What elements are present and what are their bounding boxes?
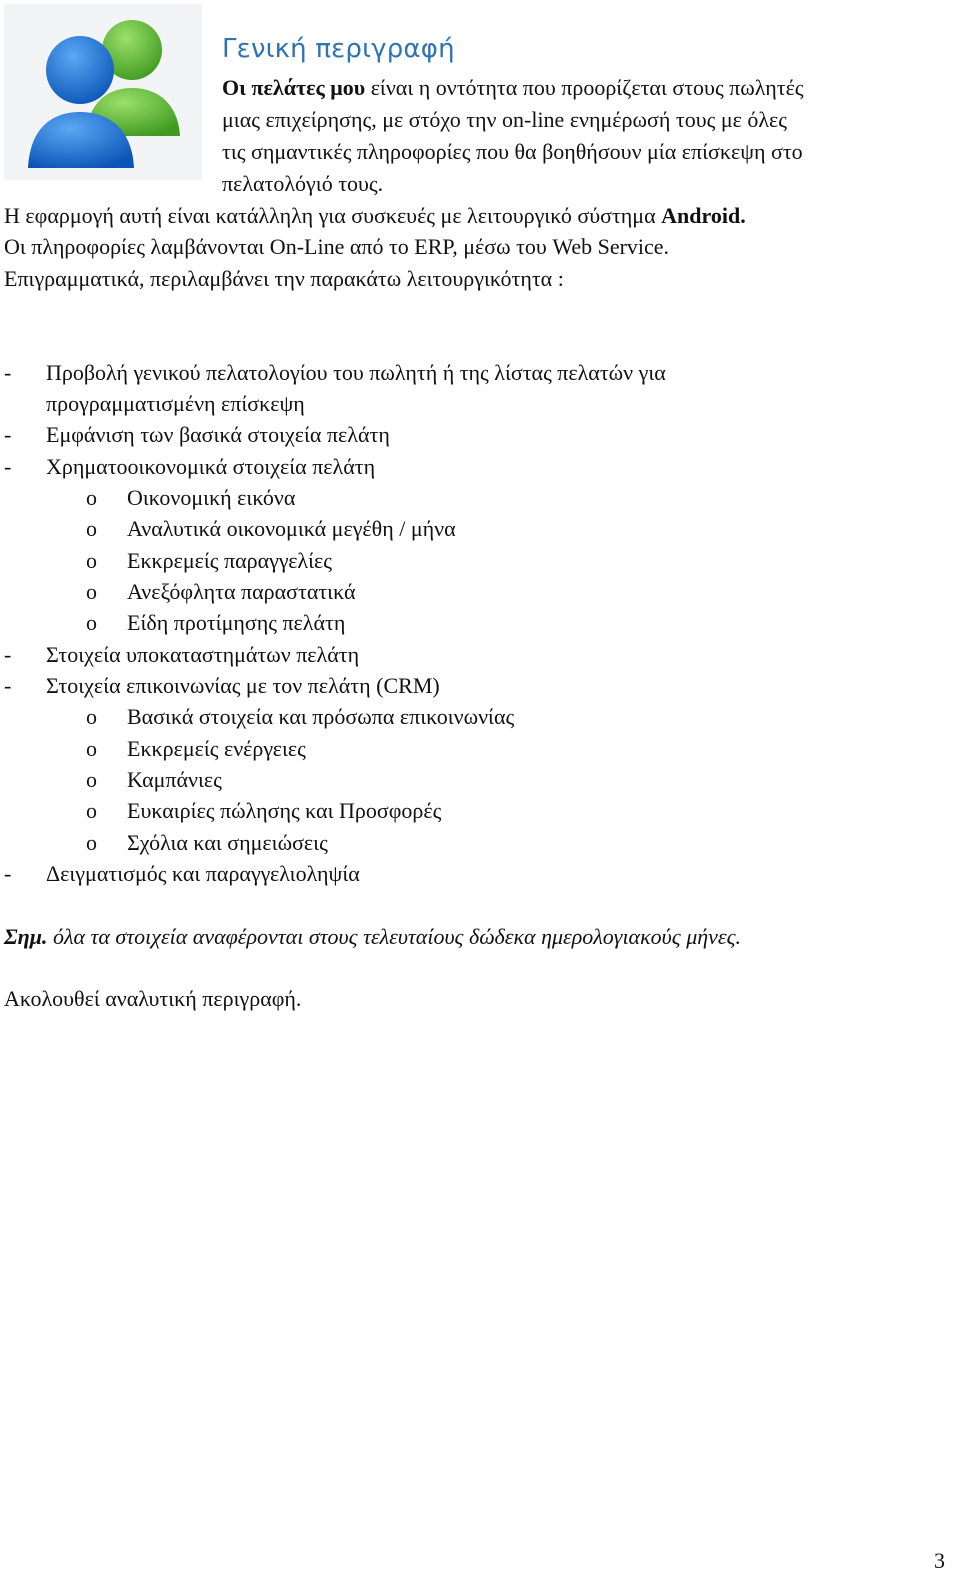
intro-bold-term: Οι πελάτες μου: [222, 75, 366, 100]
list-item-continued: προγραμματισμένη επίσκεψη: [46, 391, 305, 416]
sub-list-item: Εκκρεμείς ενέργειες: [127, 736, 306, 761]
intro-line-3: τις σημαντικές πληροφορίες που θα βοηθήσουν μία επίσκεψη στο: [222, 139, 803, 164]
sub-list-item: Ευκαιρίες πώλησης και Προσφορές: [127, 798, 442, 823]
list-dash: -: [4, 861, 12, 886]
sub-list-item: Βασικά στοιχεία και πρόσωπα επικοινωνίας: [127, 704, 515, 729]
sub-bullet: o: [86, 579, 97, 604]
android-term: Android.: [661, 203, 746, 228]
sub-list-item: Αναλυτικά οικονομικά μεγέθη / μήνα: [127, 516, 456, 541]
source-line: Οι πληροφορίες λαμβάνονται On-Line από το ERP, μέσω του Web Service.: [4, 234, 670, 259]
list-dash: -: [4, 422, 12, 447]
users-icon: [4, 4, 202, 180]
list-dash: -: [4, 360, 12, 385]
sub-bullet: o: [86, 830, 97, 855]
users-logo: [4, 4, 202, 180]
sub-list-item: Σχόλια και σημειώσεις: [127, 830, 328, 855]
sub-bullet: o: [86, 548, 97, 573]
list-item: Στοιχεία υποκαταστημάτων πελάτη: [46, 642, 360, 667]
sub-bullet: o: [86, 767, 97, 792]
list-item: Στοιχεία επικοινωνίας με τον πελάτη (CRM): [46, 673, 440, 698]
sub-list-item: Καμπάνιες: [127, 767, 222, 792]
list-dash: -: [4, 642, 12, 667]
sub-bullet: o: [86, 485, 97, 510]
list-item: Δειγματισμός και παραγγελιοληψία: [46, 861, 360, 886]
closing-line: Ακολουθεί αναλυτική περιγραφή.: [4, 986, 302, 1011]
sub-list-item: Εκκρεμείς παραγγελίες: [127, 548, 332, 573]
intro-line-1: Οι πελάτες μου είναι η οντότητα που προορίζεται στους πωλητές: [222, 75, 804, 100]
sub-list-item: Είδη προτίμησης πελάτη: [127, 610, 346, 635]
list-dash: -: [4, 673, 12, 698]
sub-bullet: o: [86, 610, 97, 635]
sub-bullet: o: [86, 736, 97, 761]
note-label: Σημ.: [4, 924, 48, 949]
list-item: Χρηματοοικονομικά στοιχεία πελάτη: [46, 454, 376, 479]
summary-line: Επιγραμματικά, περιλαμβάνει την παρακάτω λειτουργικότητα :: [4, 266, 564, 291]
sub-list-item: Οικονομική εικόνα: [127, 485, 296, 510]
list-item: Προβολή γενικού πελατολογίου του πωλητή ή της λίστας πελατών για: [46, 360, 666, 385]
page-number: 3: [934, 1548, 945, 1573]
intro-line-4: πελατολόγιό τους.: [222, 171, 384, 196]
platform-line: Η εφαρμογή αυτή είναι κατάλληλη για συσκευές με λειτουργικό σύστημα Android.: [4, 203, 746, 228]
list-dash: -: [4, 454, 12, 479]
list-item: Εμφάνιση των βασικά στοιχεία πελάτη: [46, 422, 390, 447]
sub-bullet: o: [86, 704, 97, 729]
intro-line-2: μιας επιχείρησης, με στόχο την on-line ενημέρωσή τους με όλες: [222, 107, 787, 132]
sub-bullet: o: [86, 516, 97, 541]
note-line: [4, 926, 741, 948]
sub-bullet: o: [86, 798, 97, 823]
page-title: Γενική περιγραφή: [222, 34, 455, 64]
sub-list-item: Ανεξόφλητα παραστατικά: [127, 579, 356, 604]
note-text: όλα τα στοιχεία αναφέρονται στους τελευταίους δώδεκα ημερολογιακούς μήνες.: [47, 924, 742, 949]
